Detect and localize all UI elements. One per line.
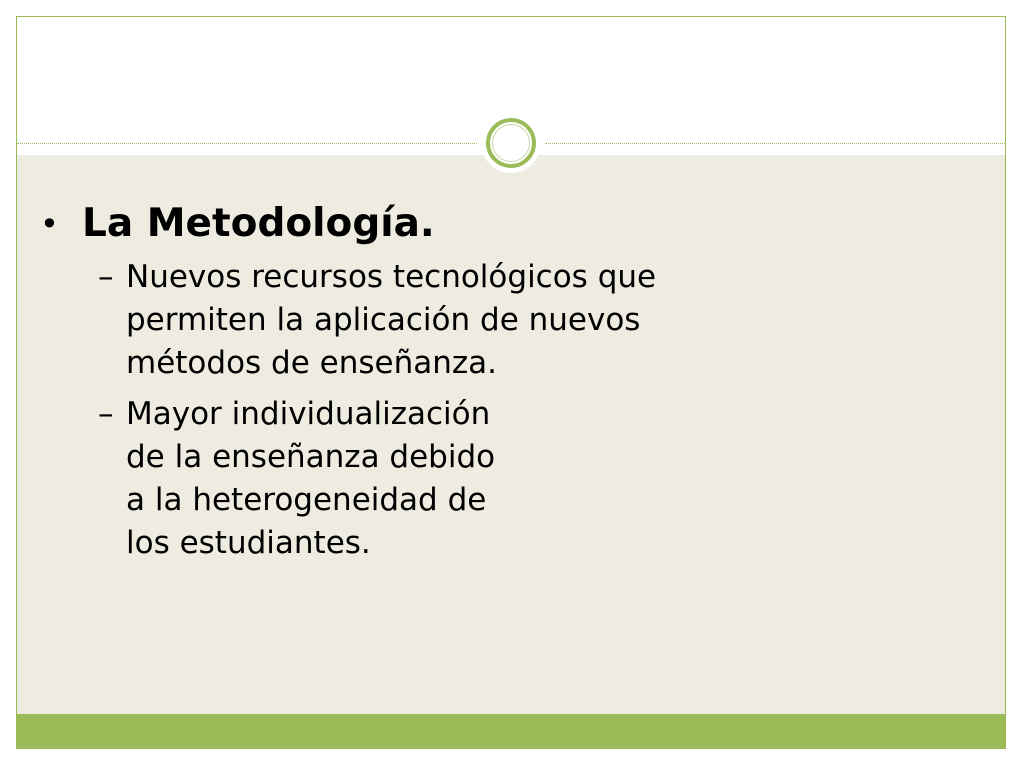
sub-bullet-1 xyxy=(40,256,940,385)
slide-body xyxy=(40,198,940,573)
divider-line-left xyxy=(17,143,477,144)
divider-line-right xyxy=(545,143,1006,144)
sub-bullet-1-line: Nuevos recursos tecnológicos que xyxy=(126,259,657,295)
slide-footer-bar xyxy=(17,714,1005,748)
dash-icon: – xyxy=(98,259,114,295)
sub-bullet-1-line: permiten la aplicación de nuevos xyxy=(126,302,641,338)
sub-bullet-2-line: de la enseñanza debido xyxy=(126,439,496,475)
sub-bullet-2-line: Mayor individualización xyxy=(126,396,491,432)
sub-bullet-2-line: a la heterogeneidad de xyxy=(126,482,487,518)
sub-bullet-2 xyxy=(40,393,940,565)
sub-bullet-2-line: los estudiantes. xyxy=(126,525,371,561)
heading-text: La Metodología. xyxy=(82,201,435,246)
decorative-inner-circle xyxy=(492,124,530,162)
sub-bullet-1-line: métodos de enseñanza. xyxy=(126,345,498,381)
bullet-icon: • xyxy=(40,205,59,243)
dash-icon: – xyxy=(98,396,114,432)
bullet-heading xyxy=(40,198,940,250)
